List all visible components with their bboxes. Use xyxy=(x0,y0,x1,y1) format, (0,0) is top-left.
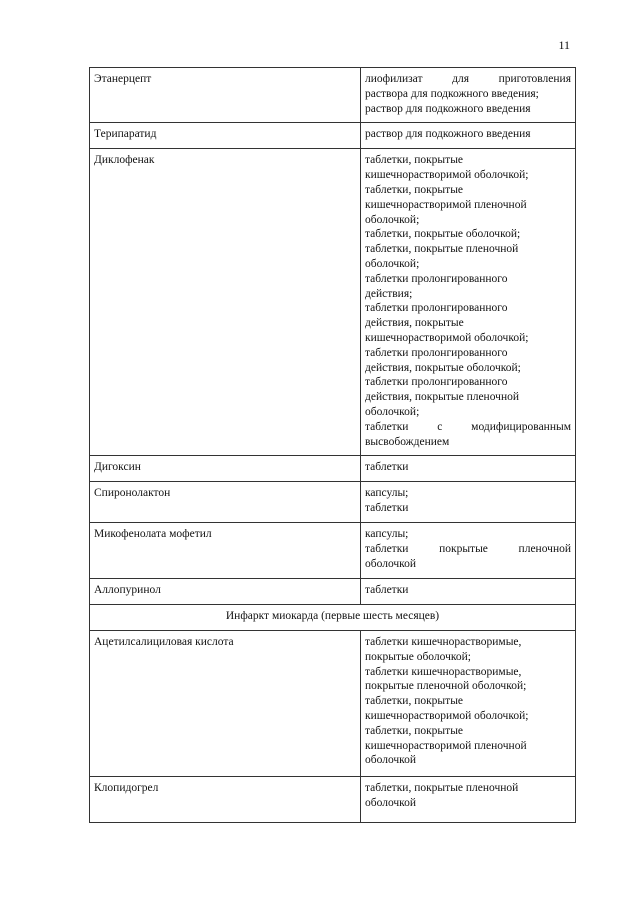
dosage-forms xyxy=(361,630,576,776)
dosage-form-line: таблетки, покрытые xyxy=(365,724,464,737)
dosage-form-line: раствор для подкожного введения xyxy=(365,102,531,115)
table-row xyxy=(90,149,576,456)
section-header-row xyxy=(90,604,576,630)
dosage-form-line: таблетки пролонгированного xyxy=(365,302,508,315)
table-row xyxy=(90,68,576,123)
table-row xyxy=(90,578,576,604)
dosage-form-line: действия, покрытые xyxy=(365,317,464,330)
dosage-form-line: капсулы; xyxy=(365,527,409,540)
dosage-form-line: действия; xyxy=(365,287,413,300)
dosage-form-line: высвобождением xyxy=(365,435,450,448)
page-number: 11 xyxy=(558,38,570,52)
dosage-form-line: таблетки кишечнорастворимые, xyxy=(365,665,522,678)
dosage-forms xyxy=(361,578,576,604)
dosage-form-line: таблетки покрытые пленочной xyxy=(365,542,571,555)
dosage-forms xyxy=(361,482,576,523)
dosage-form-line: кишечнорастворимой оболочкой; xyxy=(365,331,529,344)
section-title: Инфаркт миокарда (первые шесть месяцев) xyxy=(90,604,576,630)
dosage-forms xyxy=(361,456,576,482)
dosage-form-line: таблетки, покрытые оболочкой; xyxy=(365,228,521,241)
drug-name: Клопидогрел xyxy=(90,776,361,822)
table-row xyxy=(90,482,576,523)
dosage-form-line: покрытые оболочкой; xyxy=(365,650,471,663)
dosage-form-line: действия, покрытые оболочкой; xyxy=(365,361,521,374)
dosage-form-line: оболочкой xyxy=(365,796,417,809)
dosage-form-line: кишечнорастворимой оболочкой; xyxy=(365,709,529,722)
dosage-form-line: таблетки с модифицированным xyxy=(365,420,571,433)
table-row xyxy=(90,522,576,578)
dosage-form-line: таблетки пролонгированного xyxy=(365,272,508,285)
table-row xyxy=(90,630,576,776)
table-row xyxy=(90,776,576,822)
dosage-form-line: таблетки пролонгированного xyxy=(365,346,508,359)
dosage-form-line: кишечнорастворимой оболочкой; xyxy=(365,169,529,182)
dosage-form-line: раствор для подкожного введения xyxy=(365,128,531,141)
dosage-forms xyxy=(361,68,576,123)
dosage-forms xyxy=(361,522,576,578)
dosage-forms xyxy=(361,149,576,456)
drug-name: Диклофенак xyxy=(90,149,361,456)
dosage-form-line: лиофилизат для приготовления xyxy=(365,73,571,85)
dosage-form-line: действия, покрытые пленочной xyxy=(365,391,520,404)
drug-name: Дигоксин xyxy=(90,456,361,482)
drug-name: Этанерцепт xyxy=(90,68,361,123)
dosage-form-line: оболочкой; xyxy=(365,213,420,226)
dosage-form-line: таблетки, покрытые xyxy=(365,695,464,708)
dosage-forms xyxy=(361,776,576,822)
dosage-form-line: таблетки xyxy=(365,461,409,474)
drug-table xyxy=(89,67,576,823)
dosage-form-line: таблетки, покрытые xyxy=(365,154,464,167)
drug-name: Аллопуринол xyxy=(90,578,361,604)
dosage-form-line: капсулы; xyxy=(365,487,409,500)
dosage-form-line: оболочкой; xyxy=(365,257,420,270)
dosage-form-line: покрытые пленочной оболочкой; xyxy=(365,680,527,693)
dosage-form-line: таблетки пролонгированного xyxy=(365,376,508,389)
dosage-form-line: оболочкой; xyxy=(365,405,420,418)
drug-name: Терипаратид xyxy=(90,123,361,149)
dosage-form-line: кишечнорастворимой пленочной xyxy=(365,739,527,752)
dosage-form-line: таблетки кишечнорастворимые, xyxy=(365,635,522,648)
dosage-form-line: таблетки, покрытые xyxy=(365,183,464,196)
dosage-form-line: таблетки, покрытые пленочной xyxy=(365,781,519,794)
dosage-form-line: оболочкой xyxy=(365,557,417,570)
drug-name: Микофенолата мофетил xyxy=(90,522,361,578)
drug-name: Спиронолактон xyxy=(90,482,361,523)
dosage-form-line: таблетки, покрытые пленочной xyxy=(365,243,519,256)
drug-name: Ацетилсалициловая кислота xyxy=(90,630,361,776)
dosage-forms xyxy=(361,123,576,149)
dosage-form-line: таблетки xyxy=(365,502,409,515)
dosage-form-line: оболочкой xyxy=(365,754,417,767)
dosage-form-line: таблетки xyxy=(365,583,409,596)
table-row xyxy=(90,123,576,149)
dosage-form-line: раствора для подкожного введения; xyxy=(365,87,539,100)
table-row xyxy=(90,456,576,482)
dosage-form-line: кишечнорастворимой пленочной xyxy=(365,198,527,211)
